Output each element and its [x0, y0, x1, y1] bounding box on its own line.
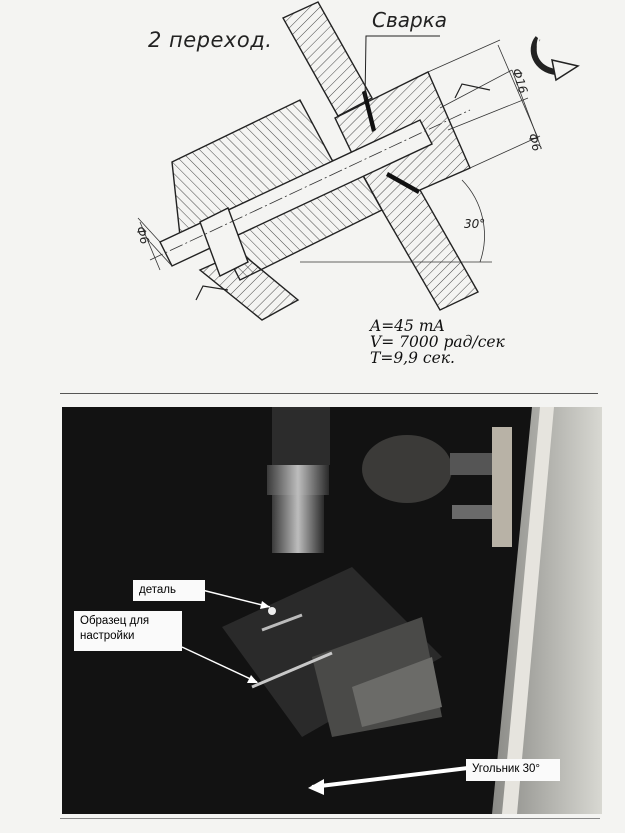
param-current: A=45 mA — [370, 317, 445, 335]
callout-sample — [74, 611, 182, 651]
param-time: T=9,9 сек. — [370, 349, 455, 367]
technical-drawing — [0, 0, 625, 385]
section-divider — [60, 393, 598, 394]
equipment-photo — [62, 407, 602, 814]
callout-sample-line2: настройки — [80, 630, 135, 642]
dim-inner-diameter-left: Ф6 — [133, 224, 153, 247]
callout-sample-line1: Образец для — [80, 615, 150, 627]
upper-flange-section — [283, 2, 372, 116]
callout-part: деталь — [133, 580, 205, 601]
weld-label: Сварка — [372, 8, 448, 32]
dim-angle: 30° — [464, 217, 486, 231]
rotation-arrow-icon — [534, 36, 578, 80]
bottom-divider — [60, 818, 600, 819]
drawing-svg — [0, 0, 625, 385]
dim-inner-diameter-right: Ф6 — [525, 131, 545, 154]
callout-square: Угольник 30° — [466, 759, 560, 781]
process-parameters — [370, 318, 505, 366]
step-title: 2 переход. — [148, 28, 273, 52]
param-speed: V= 7000 рад/сек — [370, 333, 505, 351]
dim-outer-diameter: Ф16 — [509, 66, 531, 96]
